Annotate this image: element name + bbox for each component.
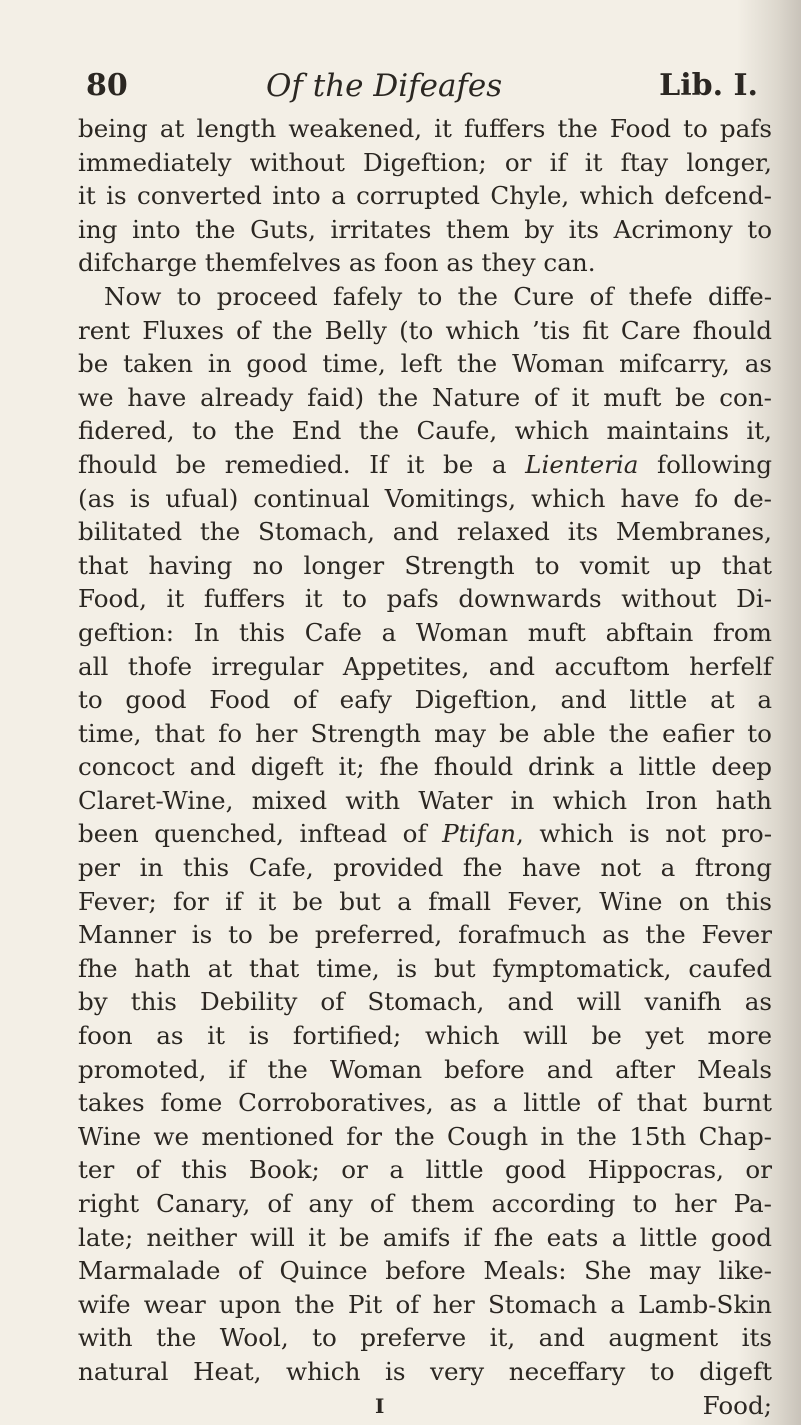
text-line: be taken in good time, left the Woman mifcarry, as <box>78 349 772 379</box>
catchword-line: Food; <box>702 1390 772 1420</box>
text-line: wife wear upon the Pit of her Stomach a Lamb-Skin <box>78 1289 772 1319</box>
text-line: ing into the Guts, irritates them by its Acrimony to <box>78 214 772 244</box>
page-number: 80 <box>86 68 128 103</box>
text-line: it is converted into a corrupted Chyle, which defcend- <box>78 181 772 211</box>
text-line: late; neither will it be amifs if fhe eats a little good <box>78 1222 772 1252</box>
page-header <box>86 68 766 112</box>
text-line: Marmalade of Quince before Meals: She may like- <box>78 1256 772 1286</box>
text-line: (as is ufual) continual Vomitings, which have fo de- <box>78 483 772 513</box>
signature-row <box>0 1394 801 1420</box>
text-line: Wine we mentioned for the Cough in the 15th Chap- <box>78 1121 772 1151</box>
text-line: Fever; for if it be but a fmall Fever, Wine on this <box>78 886 772 916</box>
text-line: natural Heat, which is very neceffary to digeft <box>78 1356 772 1386</box>
text-line: we have already faid) the Nature of it muft be con- <box>78 382 772 412</box>
text-line: foon as it is fortified; which will be yet more <box>78 1021 772 1051</box>
body-text <box>78 112 772 1422</box>
text-line: concoct and digeft it; fhe fhould drink a little deep <box>78 752 772 782</box>
text-line: been quenched, inftead of Ptifan, which is not pro- <box>78 819 773 849</box>
text-line: right Canary, of any of them according to her Pa- <box>78 1189 772 1218</box>
text-line: bilitated the Stomach, and relaxed its Membranes, <box>78 517 772 547</box>
text-line: difcharge themfelves as foon as they can. <box>78 248 596 278</box>
text-line: promoted, if the Woman before and after Meals <box>78 1054 772 1084</box>
text-line: fidered, to the End the Caufe, which maintains it, <box>78 416 772 446</box>
text-line: to good Food of eafy Digeftion, and little at a <box>78 685 772 715</box>
text-line: ter of this Book; or a little good Hippocras, or <box>78 1155 772 1185</box>
text-line: fhould be remedied. If it be a Lienteria following <box>78 449 772 479</box>
signature-mark: I <box>375 1394 385 1418</box>
book-reference: Lib. I. <box>659 68 758 103</box>
text-line: being at length weakened, it fuffers the Food to pafs <box>78 114 772 143</box>
text-line: time, that fo her Strength may be able the eafier to <box>78 718 772 748</box>
text-line: immediately without Digeftion; or if it ftay longer, <box>78 147 772 177</box>
text-line: takes fome Corroboratives, as a little of that burnt <box>78 1088 772 1118</box>
text-line: Manner is to be preferred, forafmuch as the Fever <box>78 920 772 950</box>
text-line: Claret-Wine, mixed with Water in which Iron hath <box>78 785 772 815</box>
text-line: Food, it fuffers it to pafs downwards without Di- <box>78 584 772 614</box>
text-line: all thofe irregular Appetites, and accuftom herfelf <box>78 651 772 681</box>
text-line: fhe hath at that time, is but fymptomatick, caufed <box>78 953 772 983</box>
text-line: Now to proceed fafely to the Cure of thefe diffe- <box>104 281 772 311</box>
text-line: with the Wool, to preferve it, and augment its <box>78 1323 772 1353</box>
running-title: Of the Difeafes <box>266 68 503 104</box>
text-line: per in this Cafe, provided fhe have not a ftrong <box>78 853 772 883</box>
text-line: geftion: In this Cafe a Woman muft abftain from <box>78 617 772 647</box>
text-line: that having no longer Strength to vomit up that <box>78 550 772 580</box>
text-line: rent Fluxes of the Belly (to which ’tis fit Care fhould <box>78 315 772 345</box>
text-line: by this Debility of Stomach, and will vanifh as <box>78 987 772 1017</box>
